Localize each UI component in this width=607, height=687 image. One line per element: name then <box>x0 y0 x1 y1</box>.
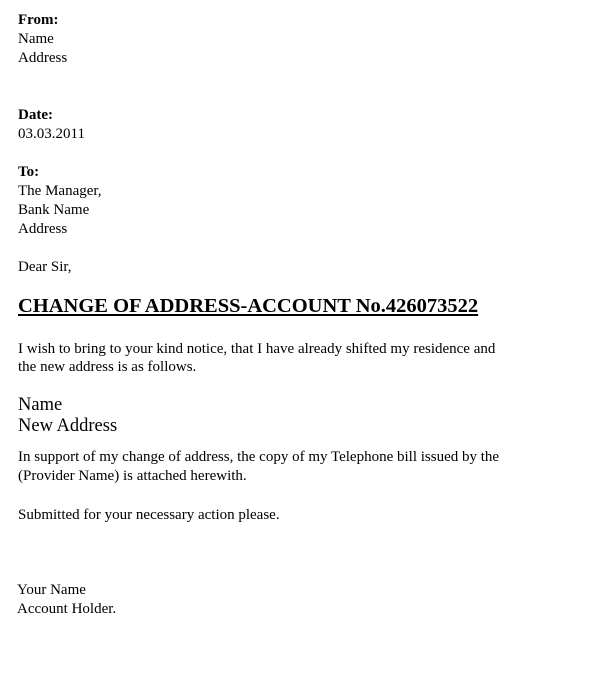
signature-title: Account Holder. <box>17 601 117 617</box>
to-label: To: <box>18 164 40 180</box>
paragraph-1-line-2: the new address is as follows. <box>18 359 197 375</box>
date-value: 03.03.2011 <box>18 126 85 142</box>
paragraph-2-line-2: (Provider Name) is attached herewith. <box>18 468 247 484</box>
from-label: From: <box>18 12 59 28</box>
paragraph-3: Submitted for your necessary action please. <box>18 507 280 523</box>
sender-address: Address <box>18 50 68 66</box>
subject-heading: CHANGE OF ADDRESS-ACCOUNT No.426073522 <box>18 295 479 317</box>
recipient-line-3: Address <box>18 221 68 237</box>
paragraph-1-line-1: I wish to bring to your kind notice, that I have already shifted my residence and <box>18 341 496 357</box>
new-name: Name <box>18 395 63 415</box>
salutation: Dear Sir, <box>18 259 72 275</box>
recipient-line-2: Bank Name <box>18 202 90 218</box>
sender-name: Name <box>18 31 54 47</box>
new-address: New Address <box>18 416 118 436</box>
date-label: Date: <box>18 107 53 123</box>
paragraph-2-line-1: In support of my change of address, the copy of my Telephone bill issued by the <box>18 449 500 465</box>
signature-name: Your Name <box>17 582 86 598</box>
recipient-line-1: The Manager, <box>18 183 102 199</box>
